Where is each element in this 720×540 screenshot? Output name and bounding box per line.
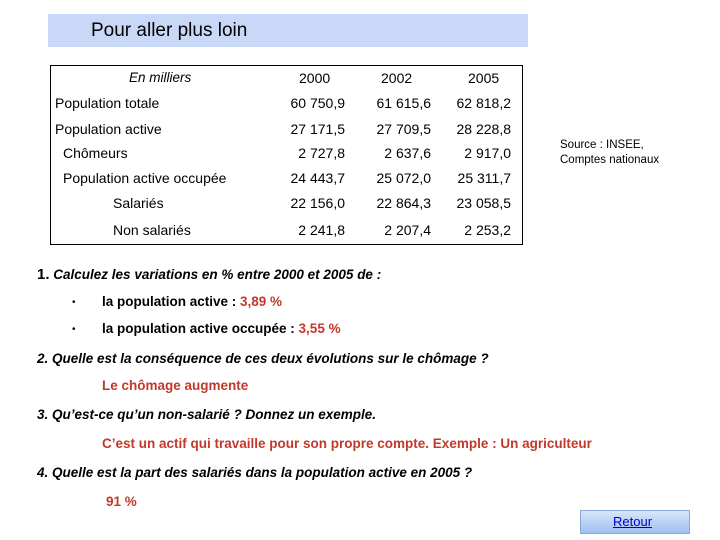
cell-pop-totale-2005: 62 818,2: [456, 95, 511, 111]
bullet-1: •: [72, 297, 76, 308]
question-4: 4. Quelle est la part des salariés dans la population active en 2005 ?: [37, 465, 473, 480]
question-1-text: Calculez les variations en % entre 2000 et 2005 de :: [53, 267, 382, 282]
q1-item-2: [102, 321, 341, 336]
data-table: [50, 65, 523, 245]
answer-3: C’est un actif qui travaille pour son propre compte. Exemple : Un agriculteur: [102, 436, 592, 451]
question-1: [37, 266, 381, 283]
title-bar: [48, 14, 528, 47]
cell-pop-occupee-2002: 25 072,0: [376, 170, 431, 186]
question-2: 2. Quelle est la conséquence de ces deux évolutions sur le chômage ?: [37, 351, 489, 366]
cell-pop-active-2000: 27 171,5: [290, 121, 345, 137]
cell-salaries-2002: 22 864,3: [376, 195, 431, 211]
cell-non-salaries-2005: 2 253,2: [464, 222, 511, 238]
cell-pop-active-2005: 28 228,8: [456, 121, 511, 137]
cell-pop-occupee-2005: 25 311,7: [457, 170, 511, 186]
cell-salaries-2000: 22 156,0: [290, 195, 345, 211]
question-1-number: 1.: [37, 266, 50, 283]
page-title: Pour aller plus loin: [91, 20, 248, 41]
year-header-2005: 2005: [468, 70, 500, 86]
cell-salaries-2005: 23 058,5: [456, 195, 511, 211]
source-line-2: Comptes nationaux: [560, 154, 660, 166]
cell-pop-active-2002: 27 709,5: [376, 121, 431, 137]
cell-pop-totale-2002: 61 615,6: [376, 95, 431, 111]
cell-chomeurs-2000: 2 727,8: [298, 145, 345, 161]
bullet-2: •: [72, 324, 76, 335]
source-note: [560, 138, 659, 168]
row-label-non-salaries: Non salariés: [113, 222, 191, 238]
row-label-chomeurs: Chômeurs: [63, 145, 128, 161]
answer-4: 91 %: [106, 494, 137, 509]
cell-non-salaries-2002: 2 207,4: [384, 222, 431, 238]
row-label-population-active-occupee: Population active occupée: [63, 170, 227, 186]
q1-item-1-answer: 3,89 %: [240, 294, 283, 309]
cell-chomeurs-2005: 2 917,0: [464, 145, 511, 161]
year-header-2000: 2000: [299, 70, 331, 86]
row-label-population-active: Population active: [55, 121, 162, 137]
row-label-salaries: Salariés: [113, 195, 164, 211]
units-label: En milliers: [129, 70, 192, 85]
cell-non-salaries-2000: 2 241,8: [298, 222, 345, 238]
retour-link[interactable]: Retour: [613, 514, 653, 529]
row-label-population-totale: Population totale: [55, 95, 160, 111]
cell-chomeurs-2002: 2 637,6: [384, 145, 431, 161]
source-line-1: Source : INSEE,: [560, 139, 644, 151]
cell-pop-occupee-2000: 24 443,7: [290, 170, 345, 186]
q1-item-1: [102, 294, 282, 309]
q1-item-2-answer: 3,55 %: [298, 321, 341, 336]
q1-item-1-text: la population active :: [102, 294, 241, 309]
q1-item-2-text: la population active occupée :: [102, 321, 299, 336]
year-header-2002: 2002: [381, 70, 413, 86]
retour-button[interactable]: [580, 510, 690, 534]
answer-2: Le chômage augmente: [102, 378, 249, 393]
cell-pop-totale-2000: 60 750,9: [290, 95, 345, 111]
question-3: 3. Qu’est-ce qu’un non-salarié ? Donnez un exemple.: [37, 407, 377, 422]
